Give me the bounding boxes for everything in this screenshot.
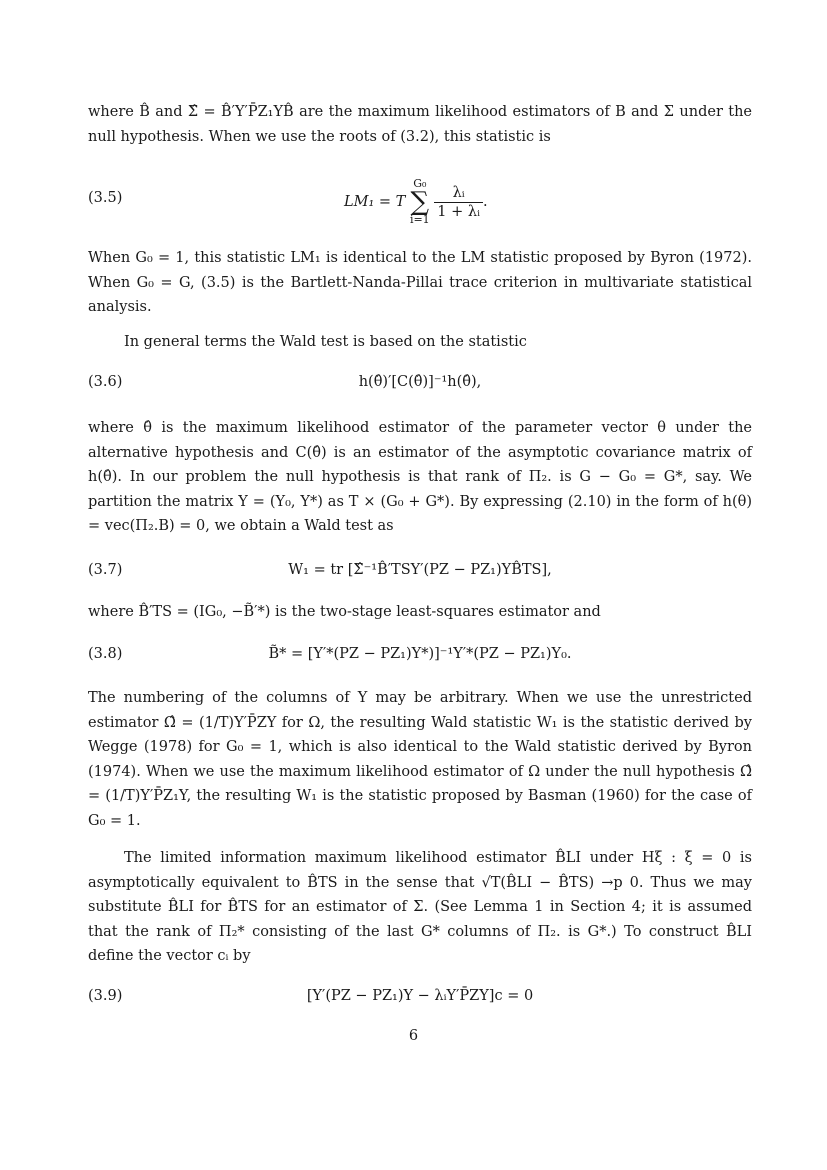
paragraph-intro: where B̂ and Σ̂ = B̂′Y′P̄Z₁YB̂ are the maximum likelihood estimators of B and Σ under the null hypothesis. When we use the roots of (3.2), this statistic is (88, 104, 752, 145)
paragraph-numbering: The numbering of the columns of Y may be arbitrary. When we use the unrestricted estimator Ω̂ = (1/T)Y′P̄ZY for Ω, the resulting Wald statistic W₁ is the statistic derived by Wegge (1978) for G₀ = 1, which is also identical to the Wald statistic derived by Byron (1974). When we use the maximum likelihood estimator of Ω under the null hypothesis Ω̂ = (1/T)Y′P̄Z₁Y, the resulting W₁ is the statistic proposed by Basman (1960) for the case of G₀ = 1. (88, 690, 752, 829)
equation-number: (3.8) (88, 646, 123, 662)
equation-body (344, 178, 752, 226)
equation-number: (3.5) (88, 190, 123, 206)
equation-number: (3.6) (88, 374, 123, 390)
sigma-symbol: ∑ (410, 187, 430, 217)
equation-body: W₁ = tr [Σ̂⁻¹B̂′TSY′(PZ − PZ₁)YB̂TS], (288, 562, 552, 578)
equation-3-5 (88, 177, 752, 226)
paragraph-2sls: where B̂′TS = (IG₀, −B̃′*) is the two-stage least-squares estimator and (88, 604, 601, 620)
equation-body: B̃* = [Y′*(PZ − PZ₁)Y*)]⁻¹Y′*(PZ − PZ₁)Y₀. (268, 646, 572, 662)
fraction-denominator: 1 + λᵢ (437, 203, 480, 220)
equation-lhs: LM₁ = T (344, 194, 406, 210)
equation-3-8 (88, 646, 752, 676)
equation-3-6 (88, 374, 752, 404)
equation-tail: . (482, 194, 488, 210)
paragraph-liml: The limited information maximum likelihood estimator B̂LI under Hξ : ξ = 0 is asymptotically equivalent to B̂TS in the sense that √T(B̂LI − B̂TS) →p 0. Thus we may substitute B̂LI for B̂TS for an estimator of Σ. (See Lemma 1 in Section 4; it is assumed that the rank of Π₂* consisting of the last G* columns of Π₂. is G*.) To construct B̂LI define the vector cᵢ by (88, 850, 752, 964)
paragraph-wald-definition: where θ̂ is the maximum likelihood estimator of the parameter vector θ under the alternative hypothesis and C(θ̂) is an estimator of the asymptotic covariance matrix of h(θ̂). In our problem the null hypothesis is that rank of Π₂. is G − G₀ = G*, say. We partition the matrix Y = (Y₀, Y*) as T × (G₀ + G*). By expressing (2.10) in the form of h(θ) = vec(Π₂.B) = 0, we obtain a Wald test as (88, 420, 752, 534)
fraction-numerator: λᵢ (434, 184, 483, 203)
summation (410, 178, 430, 226)
equation-3-9 (88, 988, 752, 1018)
paragraph-lm-remark: When G₀ = 1, this statistic LM₁ is identical to the LM statistic proposed by Byron (1972). When G₀ = G, (3.5) is the Bartlett-Nanda-Pillai trace criterion in multivariate statistical analysis. (88, 250, 752, 315)
page-number: 6 (408, 1028, 419, 1044)
sum-lower-limit: i=1 (409, 213, 430, 226)
equation-number: (3.9) (88, 988, 123, 1004)
equation-body: [Y′(PZ − PZ₁)Y − λᵢY′P̄ZY]c = 0 (306, 988, 534, 1004)
sum-upper-limit: G₀ (413, 177, 427, 190)
fraction (434, 184, 483, 221)
equation-3-7 (88, 562, 752, 592)
equation-number: (3.7) (88, 562, 123, 578)
paragraph-wald-intro: In general terms the Wald test is based on the statistic (124, 334, 527, 350)
equation-body: h(θ̂)′[C(θ̂)]⁻¹h(θ̂), (358, 374, 482, 390)
